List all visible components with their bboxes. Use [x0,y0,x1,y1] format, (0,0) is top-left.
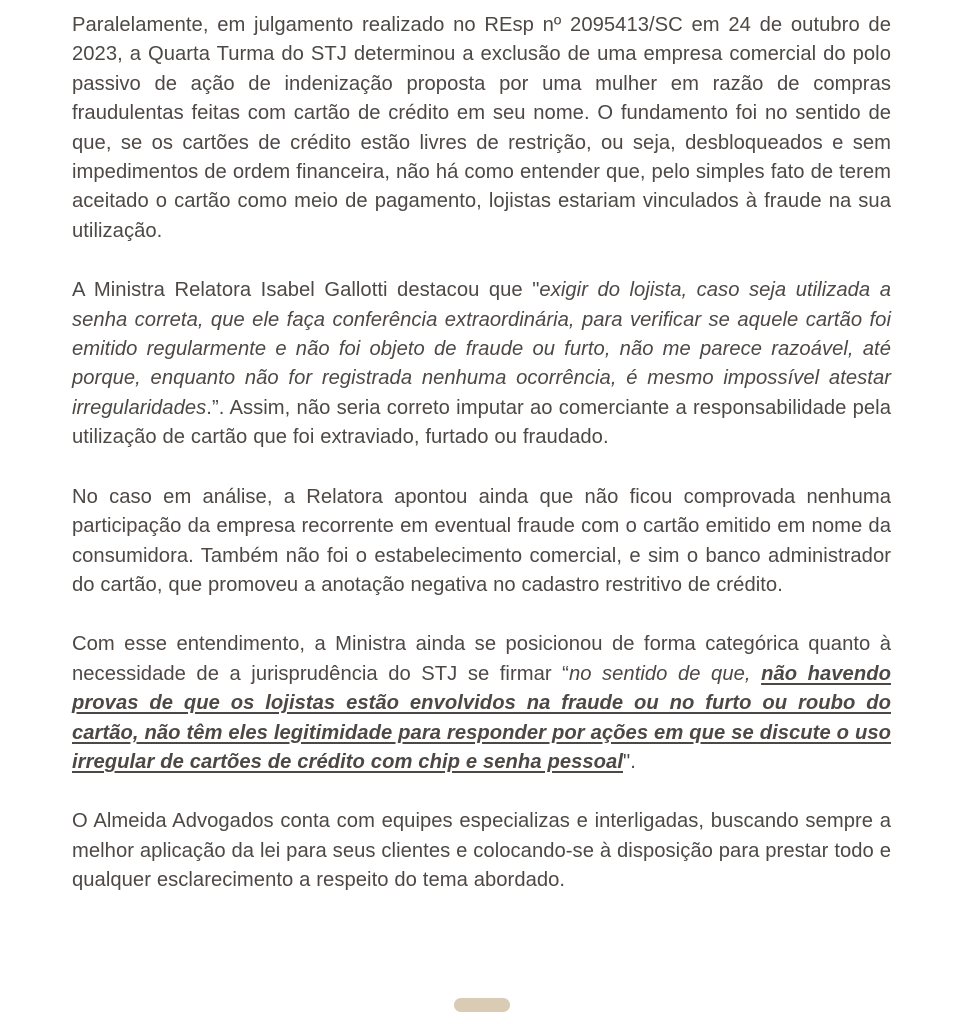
paragraph-case-analysis [72,483,891,601]
paragraph-resp-judgment [72,11,891,246]
bold-underlined-quote: não havendo provas de que os lojistas estão envolvidos na fraude ou no furto ou roubo do cartão, não têm eles legitimidade para responder por ações em que se discute o uso irregular de cartões de crédito com chip e senha pessoal [72,662,891,773]
paragraph-text: Com esse entendimento, a Ministra ainda se posicionou de forma categórica quanto à necessidade de a jurisprudência do STJ se firmar “ [72,633,891,685]
paragraph-text: No caso em análise, a Relatora apontou ainda que não ficou comprovada nenhuma participação da empresa recorrente em eventual fraude com o cartão emitido em nome da consumidora. Também não foi o estabelecimento comercial, e sim o banco administrador do cartão, que promoveu a anotação negativa no cadastro restritivo de crédito. [72,485,891,596]
scroll-handle-pill-icon[interactable] [454,998,510,1012]
article-body [72,11,891,926]
paragraph-minister-quote [72,276,891,452]
italic-quote: no sentido de que, [568,662,762,685]
paragraph-text: ". [622,750,636,773]
paragraph-text: A Ministra Relatora Isabel Gallotti destacou que " [72,279,540,302]
paragraph-text: .”. Assim, não seria correto imputar ao comerciante a responsabilidade pela utilização de cartão que foi extraviado, furtado ou fraudado. [72,396,891,449]
italic-quote: exigir do lojista, caso seja utilizada a senha correta, que ele faça conferência extraordinária, para verificar se aquele cartão foi emitido regularmente e não foi objeto de fraude ou furto, não me parece razoável, até porque, enquanto não for registrada nenhuma ocorrência, é mesmo impossível atestar irregularidades [72,279,891,419]
paragraph-text: Paralelamente, em julgamento realizado no REsp nº 2095413/SC em 24 de outubro de 2023, a Quarta Turma do STJ determinou a exclusão de uma empresa comercial do polo passivo de ação de indenização proposta por uma mulher em razão de compras fraudulentas feitas com cartão de crédito em seu nome. O fundamento foi no sentido de que, se os cartões de crédito estão livres de restrição, ou seja, desbloqueados e sem impedimentos de ordem financeira, não há como entender que, pelo simples fato de terem aceitado o cartão como meio de pagamento, lojistas estariam vinculados à fraude na sua utilização. [72,14,891,242]
paragraph-text: O Almeida Advogados conta com equipes especializas e interligadas, buscando sempre a melhor aplicação da lei para seus clientes e colocando-se à disposição para prestar todo e qualquer esclarecimento a respeito do tema abordado. [72,810,891,892]
paragraph-jurisprudence [72,630,891,777]
paragraph-firm-closing [72,807,891,895]
